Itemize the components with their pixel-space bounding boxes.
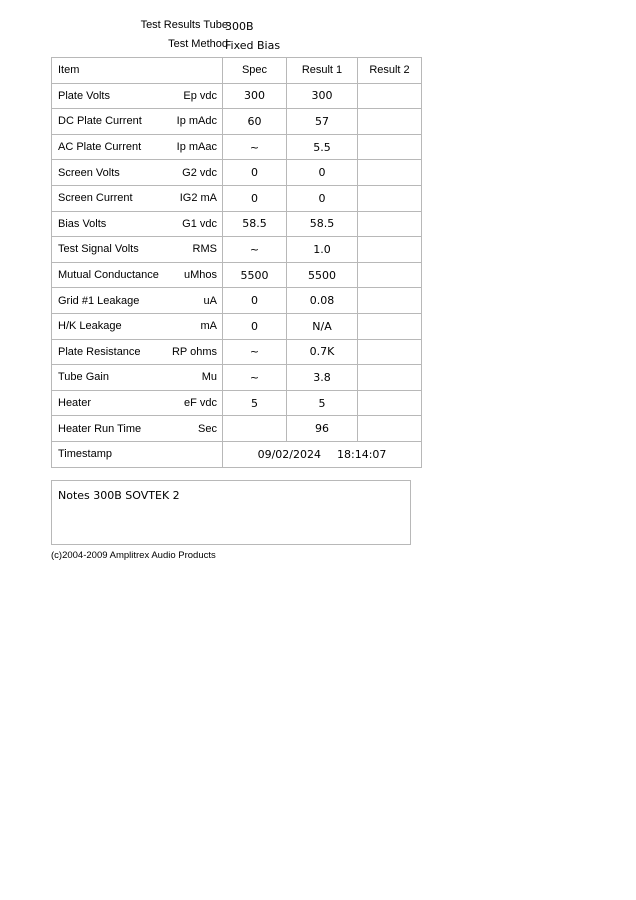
result-1-cell: 96: [287, 416, 358, 442]
item-cell: [52, 262, 223, 288]
spec-cell: ~: [223, 237, 287, 263]
results-table: [51, 57, 422, 468]
result-1-cell: 58.5: [287, 211, 358, 237]
item-cell-content: [58, 192, 217, 204]
item-cell-content: [58, 243, 217, 255]
timestamp-date: 09/02/2024: [257, 447, 321, 461]
timestamp-row: [52, 441, 422, 467]
item-name: DC Plate Current: [58, 115, 142, 128]
item-unit: RMS: [192, 243, 217, 256]
result-1-cell: 300: [287, 83, 358, 109]
item-unit: RP ohms: [171, 345, 217, 358]
item-cell: [52, 313, 223, 339]
item-cell-content: [58, 423, 217, 435]
result-2-cell: [358, 160, 422, 186]
item-name: AC Plate Current: [58, 141, 142, 154]
result-1-cell: 3.8: [287, 365, 358, 391]
item-name: Plate Resistance: [58, 345, 141, 358]
result-1-cell: 5.5: [287, 134, 358, 160]
result-1-cell: 5500: [287, 262, 358, 288]
table-row: [52, 416, 422, 442]
result-1-cell: 5: [287, 390, 358, 416]
result-1-cell: 57: [287, 109, 358, 135]
item-unit: mA: [200, 320, 217, 333]
item-cell-content: [58, 346, 217, 358]
column-header-item: Item: [52, 58, 223, 84]
spec-cell: 0: [223, 288, 287, 314]
item-unit: Ep vdc: [183, 89, 217, 102]
item-cell: [52, 211, 223, 237]
item-unit: IG2 mA: [179, 192, 217, 205]
result-2-cell: [358, 185, 422, 211]
item-cell-content: [58, 371, 217, 383]
table-row: [52, 83, 422, 109]
test-method-value: Fixed Bias: [225, 39, 281, 52]
table-row: [52, 134, 422, 160]
table-row: [52, 211, 422, 237]
item-cell: [52, 339, 223, 365]
item-cell-content: [58, 167, 217, 179]
item-cell-content: [58, 320, 217, 332]
item-unit: Ip mAac: [176, 141, 217, 154]
result-1-cell: 0: [287, 185, 358, 211]
tube-value: 300B: [225, 20, 254, 33]
spec-cell: 0: [223, 185, 287, 211]
item-name: Heater: [58, 397, 92, 410]
result-2-cell: [358, 339, 422, 365]
item-name: Mutual Conductance: [58, 269, 159, 282]
table-row: [52, 109, 422, 135]
item-unit: eF vdc: [183, 397, 217, 410]
spec-cell: [223, 416, 287, 442]
item-unit: uA: [203, 294, 217, 307]
item-unit: Mu: [201, 371, 217, 384]
item-cell: [52, 288, 223, 314]
item-name: Heater Run Time: [58, 422, 142, 435]
item-unit: G2 vdc: [182, 166, 217, 179]
table-row: [52, 390, 422, 416]
item-unit: uMhos: [183, 269, 217, 282]
results-table-body: [52, 58, 422, 468]
result-2-cell: [358, 416, 422, 442]
copyright-footer: (c)2004-2009 Amplitrex Audio Products: [51, 550, 216, 561]
item-name: Screen Volts: [58, 166, 120, 179]
timestamp-label: Timestamp: [52, 441, 223, 467]
spec-cell: ~: [223, 365, 287, 391]
spec-cell: 0: [223, 160, 287, 186]
result-1-cell: 0: [287, 160, 358, 186]
table-row: [52, 313, 422, 339]
table-row: [52, 288, 422, 314]
result-2-cell: [358, 211, 422, 237]
spec-cell: 0: [223, 313, 287, 339]
timestamp-value: [223, 441, 422, 467]
table-row: [52, 185, 422, 211]
result-1-cell: N/A: [287, 313, 358, 339]
item-cell: [52, 237, 223, 263]
item-cell: [52, 416, 223, 442]
item-cell-content: [58, 218, 217, 230]
spec-cell: 60: [223, 109, 287, 135]
spec-cell: 5: [223, 390, 287, 416]
result-2-cell: [358, 288, 422, 314]
result-2-cell: [358, 134, 422, 160]
result-2-cell: [358, 390, 422, 416]
spec-cell: ~: [223, 339, 287, 365]
item-unit: G1 vdc: [182, 217, 217, 230]
spec-cell: 300: [223, 83, 287, 109]
item-cell-content: [58, 90, 217, 102]
item-cell: [52, 365, 223, 391]
item-name: Grid #1 Leakage: [58, 294, 140, 307]
result-2-cell: [358, 109, 422, 135]
item-unit: Sec: [198, 422, 217, 435]
table-header-row: [52, 58, 422, 84]
item-cell-content: [58, 397, 217, 409]
table-row: [52, 160, 422, 186]
result-2-cell: [358, 83, 422, 109]
table-row: [52, 237, 422, 263]
test-method-label: Test Method: [168, 38, 228, 50]
table-row: [52, 262, 422, 288]
item-cell: [52, 185, 223, 211]
item-name: Plate Volts: [58, 89, 110, 102]
result-2-cell: [358, 237, 422, 263]
item-cell: [52, 390, 223, 416]
item-name: Tube Gain: [58, 371, 109, 384]
result-2-cell: [358, 262, 422, 288]
column-header-result-1: Result 1: [287, 58, 358, 84]
item-name: H/K Leakage: [58, 320, 122, 333]
result-2-cell: [358, 365, 422, 391]
table-row: [52, 365, 422, 391]
notes-box: [51, 480, 411, 545]
spec-cell: 5500: [223, 262, 287, 288]
tube-label: Test Results Tube: [140, 19, 228, 31]
item-cell-content: [58, 295, 217, 307]
item-name: Screen Current: [58, 192, 133, 205]
item-name: Test Signal Volts: [58, 243, 139, 256]
item-cell-content: [58, 141, 217, 153]
column-header-result-2: Result 2: [358, 58, 422, 84]
item-cell: [52, 83, 223, 109]
result-1-cell: 1.0: [287, 237, 358, 263]
column-header-spec: Spec: [223, 58, 287, 84]
item-unit: Ip mAdc: [176, 115, 217, 128]
result-1-cell: 0.7K: [287, 339, 358, 365]
result-2-cell: [358, 313, 422, 339]
result-1-cell: 0.08: [287, 288, 358, 314]
item-cell: [52, 160, 223, 186]
spec-cell: 58.5: [223, 211, 287, 237]
item-cell-content: [58, 269, 217, 281]
notes-text: Notes 300B SOVTEK 2: [58, 489, 180, 502]
item-cell-content: [58, 115, 217, 127]
timestamp-time: 18:14:07: [337, 447, 387, 461]
item-cell: [52, 134, 223, 160]
spec-cell: ~: [223, 134, 287, 160]
item-cell: [52, 109, 223, 135]
item-name: Bias Volts: [58, 217, 107, 230]
table-row: [52, 339, 422, 365]
